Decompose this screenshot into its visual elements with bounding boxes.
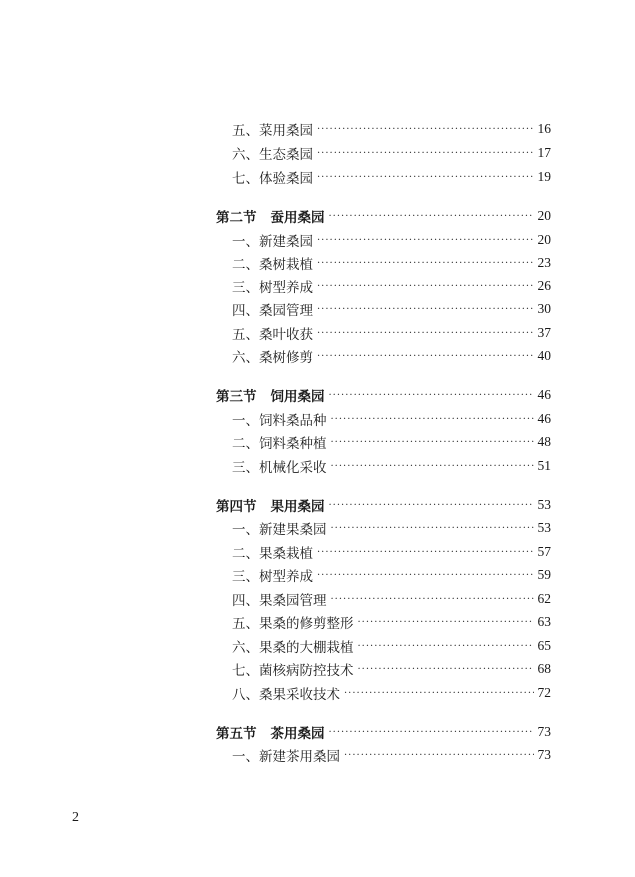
toc-entry-label: 六、果桑的大棚栽植	[232, 640, 354, 656]
toc-entry[interactable]	[216, 541, 551, 563]
toc-entry-label: 三、机械化采收	[232, 460, 327, 476]
toc-entry[interactable]	[216, 298, 551, 320]
leader-dots	[344, 688, 534, 699]
toc-entry-label: 五、桑叶收获	[232, 327, 313, 343]
leader-dots	[358, 641, 534, 652]
toc-page-number: 65	[537, 638, 551, 653]
toc-page-number: 17	[537, 145, 551, 160]
toc-entry-label: 七、菌核病防控技术	[232, 663, 354, 679]
toc-page-number: 23	[537, 255, 551, 270]
toc-section[interactable]	[216, 494, 551, 516]
toc-page-number: 72	[537, 685, 551, 700]
leader-dots	[331, 437, 534, 448]
toc-entry[interactable]	[216, 635, 551, 657]
toc-entry-label: 二、果桑栽植	[232, 546, 313, 562]
toc-entry-label: 一、新建茶用桑园	[232, 749, 340, 765]
toc-entry-label: 三、树型养成	[232, 569, 313, 585]
toc-entry[interactable]	[216, 682, 551, 704]
toc-page-number: 30	[537, 301, 551, 316]
toc-entry[interactable]	[216, 564, 551, 586]
leader-dots	[331, 523, 534, 534]
section-title: 蚕用桑园	[270, 210, 325, 226]
toc-entry[interactable]	[216, 229, 551, 251]
leader-dots	[358, 617, 534, 628]
section-title: 饲用桑园	[270, 389, 325, 405]
toc-entry[interactable]	[216, 744, 551, 766]
leader-dots	[317, 235, 534, 246]
toc-page-number: 16	[537, 121, 551, 136]
toc-entry-label: 八、桑果采收技术	[232, 687, 340, 703]
toc-page-number: 68	[537, 661, 551, 676]
toc-section-label	[216, 385, 325, 405]
toc-entry[interactable]	[216, 322, 551, 344]
leader-dots	[329, 727, 534, 738]
toc-entry[interactable]	[216, 166, 551, 188]
leader-dots	[329, 211, 534, 222]
leader-dots	[331, 461, 534, 472]
leader-dots	[317, 328, 534, 339]
toc-page-number: 53	[537, 497, 551, 512]
leader-dots	[317, 351, 534, 362]
toc-entry-label: 一、饲料桑品种	[232, 413, 327, 429]
section-number: 第四节	[216, 499, 257, 515]
leader-dots	[331, 414, 534, 425]
section-title: 茶用桑园	[270, 726, 325, 742]
toc-entry[interactable]	[216, 275, 551, 297]
toc-entry[interactable]	[216, 611, 551, 633]
toc-entry[interactable]	[216, 455, 551, 477]
section-title: 果用桑园	[270, 499, 325, 515]
section-number: 第三节	[216, 389, 257, 405]
toc-page-number: 51	[537, 458, 551, 473]
toc-page-number: 62	[537, 591, 551, 606]
toc-entry-label: 四、桑园管理	[232, 303, 313, 319]
toc-section-label	[216, 206, 325, 226]
toc-entry-label: 三、树型养成	[232, 280, 313, 296]
toc-entry[interactable]	[216, 588, 551, 610]
toc-page-number: 19	[537, 169, 551, 184]
toc-page-number: 46	[537, 387, 551, 402]
toc-entry[interactable]	[216, 431, 551, 453]
leader-dots	[329, 390, 534, 401]
toc-entry[interactable]	[216, 118, 551, 140]
toc-page-number: 63	[537, 614, 551, 629]
toc-entry-label: 五、菜用桑园	[232, 123, 313, 139]
toc-entry-label: 七、体验桑园	[232, 171, 313, 187]
toc-page-number: 73	[537, 747, 551, 762]
leader-dots	[317, 148, 534, 159]
toc-page-number: 26	[537, 278, 551, 293]
toc-entry[interactable]	[216, 517, 551, 539]
leader-dots	[344, 750, 534, 761]
toc-entry-label: 二、饲料桑种植	[232, 436, 327, 452]
leader-dots	[317, 304, 534, 315]
section-number: 第五节	[216, 726, 257, 742]
toc-entry[interactable]	[216, 142, 551, 164]
leader-dots	[317, 258, 534, 269]
toc-page-number: 53	[537, 520, 551, 535]
leader-dots	[317, 124, 534, 135]
toc-entry-label: 一、新建果桑园	[232, 522, 327, 538]
leader-dots	[317, 570, 534, 581]
toc-page-number: 20	[537, 208, 551, 223]
toc-entry-label: 四、果桑园管理	[232, 593, 327, 609]
toc-section[interactable]	[216, 205, 551, 227]
toc-entry[interactable]	[216, 408, 551, 430]
toc-page-number: 20	[537, 232, 551, 247]
leader-dots	[317, 281, 534, 292]
toc-entry[interactable]	[216, 345, 551, 367]
toc-entry-label: 二、桑树栽植	[232, 257, 313, 273]
leader-dots	[317, 547, 534, 558]
toc-section-label	[216, 722, 325, 742]
toc-page-number: 59	[537, 567, 551, 582]
toc-page-number: 46	[537, 411, 551, 426]
page-number: 2	[72, 810, 79, 825]
toc-entry-label: 一、新建桑园	[232, 234, 313, 250]
leader-dots	[358, 664, 534, 675]
toc-section[interactable]	[216, 384, 551, 406]
toc-entry[interactable]	[216, 252, 551, 274]
leader-dots	[331, 594, 534, 605]
toc-entry[interactable]	[216, 658, 551, 680]
leader-dots	[329, 500, 534, 511]
section-number: 第二节	[216, 210, 257, 226]
toc-section[interactable]	[216, 721, 551, 743]
toc-page-number: 57	[537, 544, 551, 559]
toc-page-number: 48	[537, 434, 551, 449]
toc-section-label	[216, 495, 325, 515]
leader-dots	[317, 172, 534, 183]
toc-entry-label: 六、桑树修剪	[232, 350, 313, 366]
toc-entry-label: 五、果桑的修剪整形	[232, 616, 354, 632]
toc-page-number: 37	[537, 325, 551, 340]
toc-page-number: 73	[537, 724, 551, 739]
toc-page-number: 40	[537, 348, 551, 363]
toc-entry-label: 六、生态桑园	[232, 147, 313, 163]
